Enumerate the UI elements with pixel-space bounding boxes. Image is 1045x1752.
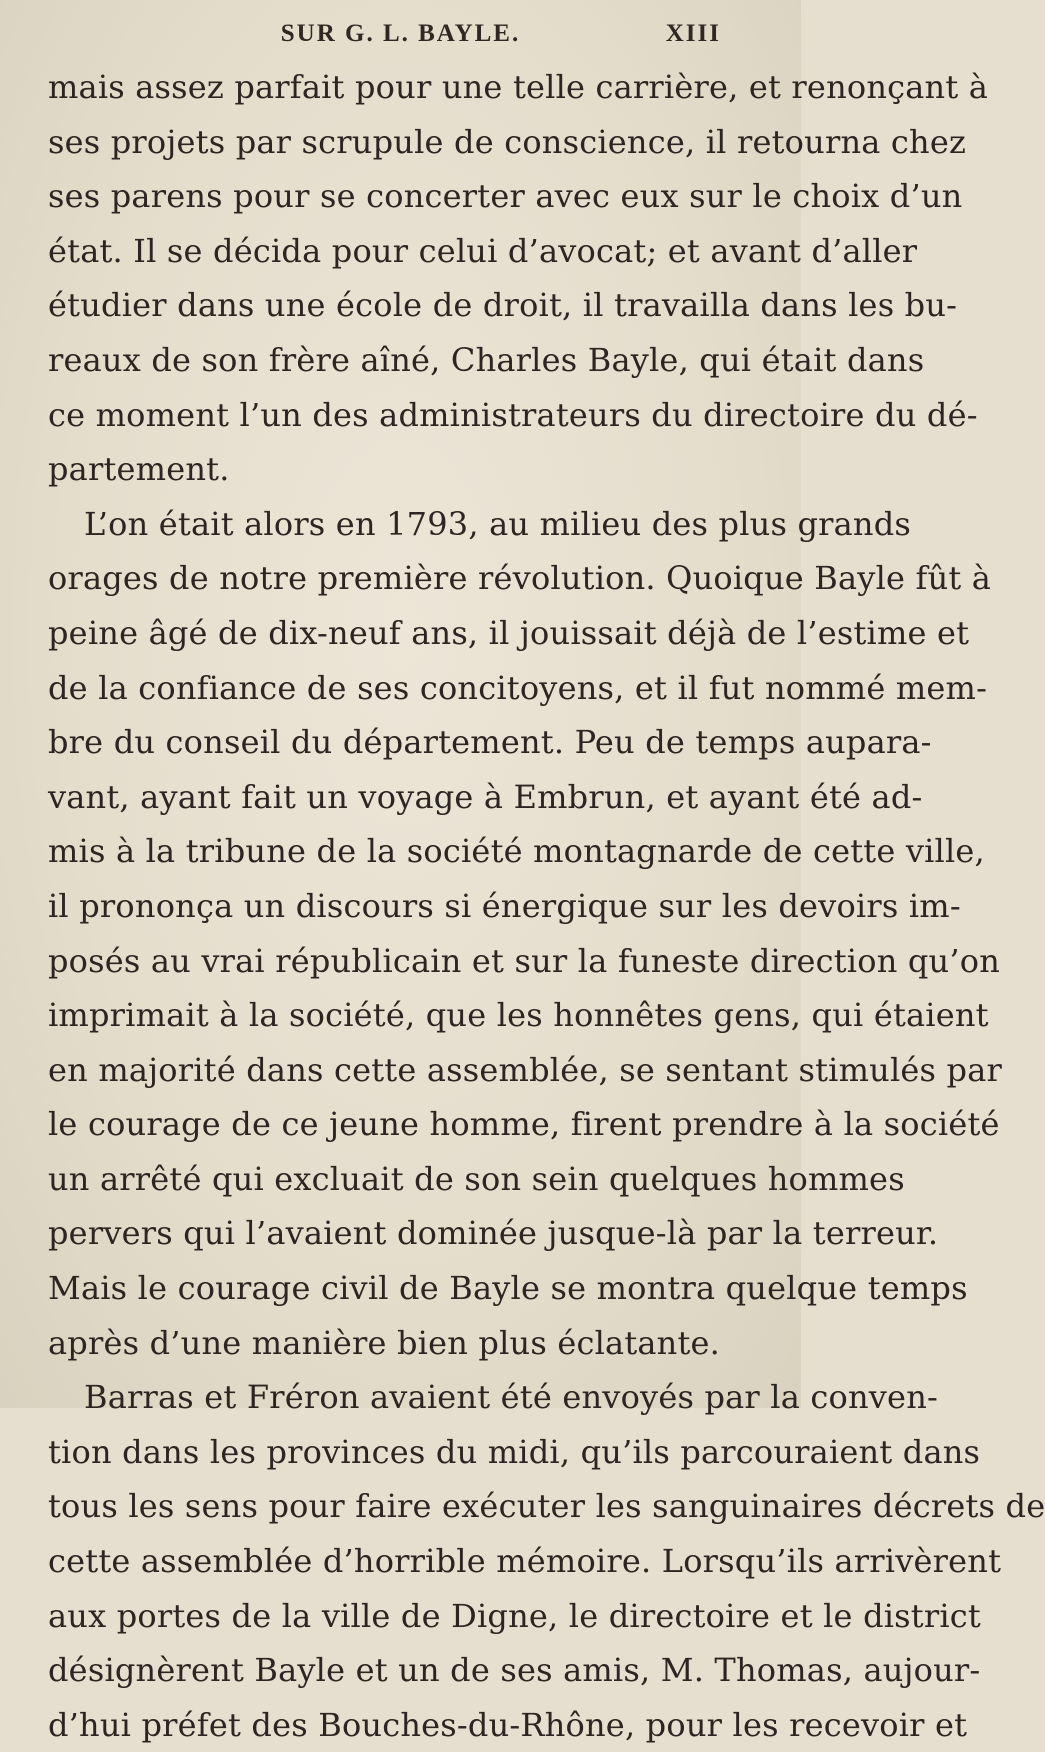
page-number: XIII xyxy=(665,20,721,47)
text-line: partement. xyxy=(48,450,230,489)
text-line: de la confiance de ses concitoyens, et il fut nommé mem- xyxy=(48,668,988,707)
text-line: en majorité dans cette assemblée, se sentant stimulés par xyxy=(48,1050,1002,1089)
text-line: reaux de son frère aîné, Charles Bayle, qui était dans xyxy=(48,340,925,379)
text-line: L’on était alors en 1793, au milieu des plus grands xyxy=(84,504,912,543)
text-line: un arrêté qui excluait de son sein quelques hommes xyxy=(48,1159,905,1198)
text-line: Mais le courage civil de Bayle se montra quelque temps xyxy=(48,1269,968,1308)
text-line: aux portes de la ville de Digne, le directoire et le district xyxy=(48,1596,981,1635)
text-line: bre du conseil du département. Peu de temps aupara- xyxy=(48,723,932,762)
text-line: cette assemblée d’horrible mémoire. Lorsqu’ils arrivèrent xyxy=(48,1542,1002,1581)
text-line: après d’une manière bien plus éclatante. xyxy=(48,1323,721,1362)
text-line: peine âgé de dix-neuf ans, il jouissait déjà de l’estime et xyxy=(48,613,970,652)
text-line: imprimait à la société, que les honnêtes gens, qui étaient xyxy=(48,996,989,1035)
text-line: tion dans les provinces du midi, qu’ils parcouraient dans xyxy=(48,1432,981,1471)
text-line: orages de notre première révolution. Quoique Bayle fût à xyxy=(48,559,992,598)
body-text xyxy=(48,60,1045,1752)
text-line: état. Il se décida pour celui d’avocat; et avant d’aller xyxy=(48,231,918,270)
text-line: ce moment l’un des administrateurs du directoire du dé- xyxy=(48,395,978,434)
text-line: posés au vrai républicain et sur la funeste direction qu’on xyxy=(48,941,1001,980)
text-line: vant, ayant fait un voyage à Embrun, et ayant été ad- xyxy=(48,777,923,816)
text-line: désignèrent Bayle et un de ses amis, M. Thomas, aujour- xyxy=(48,1651,981,1690)
text-line: il prononça un discours si énergique sur les devoirs im- xyxy=(48,886,961,925)
text-line: étudier dans une école de droit, il travailla dans les bu- xyxy=(48,286,958,325)
text-line: mis à la tribune de la société montagnarde de cette ville, xyxy=(48,832,985,871)
text-line: d’hui préfet des Bouches-du-Rhône, pour les recevoir et xyxy=(48,1705,968,1744)
text-line: ses parens pour se concerter avec eux sur le choix d’un xyxy=(48,177,963,216)
text-line: Barras et Fréron avaient été envoyés par la conven- xyxy=(84,1378,939,1417)
running-title: SUR G. L. BAYLE. xyxy=(280,20,521,47)
text-line: mais assez parfait pour une telle carrière, et renonçant à xyxy=(48,68,989,106)
text-line: tous les sens pour faire exécuter les sanguinaires décrets de xyxy=(48,1487,1045,1526)
page-header xyxy=(0,18,801,52)
text-line: pervers qui l’avaient dominée jusque-là par la terreur. xyxy=(48,1214,939,1253)
text-line: ses projets par scrupule de conscience, il retourna chez xyxy=(48,122,967,161)
text-line: le courage de ce jeune homme, firent prendre à la société xyxy=(48,1105,1000,1144)
